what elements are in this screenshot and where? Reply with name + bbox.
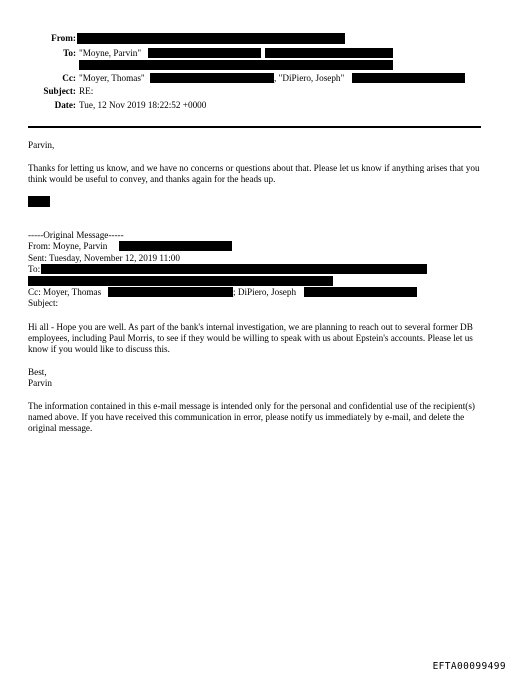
- redaction-bar: [28, 276, 333, 286]
- closing: Best,: [28, 367, 47, 377]
- redaction-bar: [150, 73, 274, 83]
- original-cc-1: Cc: Moyer, Thomas: [28, 287, 102, 297]
- redaction-bar: [108, 287, 233, 297]
- subject-label: Subject:: [43, 86, 76, 96]
- cc-value-1: "Moyer, Thomas": [79, 73, 145, 83]
- redaction-bar: [77, 33, 345, 44]
- original-cc-2: ; DiPiero, Joseph: [233, 287, 297, 297]
- original-separator: -----Original Message-----: [28, 230, 124, 240]
- reply-message: Thanks for letting us know, and we have no concerns or questions about that. Please let us know if anything arises that you think would be useful to convey, and thanks again for the heads up.: [28, 163, 480, 184]
- signature: Parvin: [28, 378, 52, 388]
- redaction-bar: [304, 287, 417, 297]
- redaction-bar: [28, 196, 50, 207]
- redaction-bar: [148, 48, 261, 58]
- document-id: EFTA00099499: [432, 661, 506, 672]
- greeting: Parvin,: [28, 140, 55, 150]
- original-subject: Subject:: [28, 298, 59, 308]
- subject-value: RE:: [79, 86, 94, 96]
- original-body: Hi all - Hope you are well. As part of the bank's internal investigation, we are planning to reach out to several former DB employees, including Paul Morris, to see if they would be willing to speak with us about Epstein's accounts. Please let us know if you would like to discuss this.: [28, 322, 473, 354]
- confidentiality-disclaimer: The information contained in this e-mail message is intended only for the personal and confidential use of the recipient(s) named above. If you have received this communication in error, please notify us immediately by e-mail, and delete the original message.: [28, 401, 475, 433]
- cc-value-2: , "DiPiero, Joseph": [274, 73, 345, 83]
- header-divider: [28, 126, 481, 128]
- date-value: Tue, 12 Nov 2019 18:22:52 +0000: [79, 100, 207, 110]
- date-label: Date:: [54, 100, 76, 110]
- redaction-bar: [41, 264, 427, 274]
- original-to: To:: [28, 264, 41, 274]
- original-sent: Sent: Tuesday, November 12, 2019 11:00: [28, 253, 180, 263]
- redaction-bar: [352, 73, 465, 83]
- original-from: From: Moyne, Parvin: [28, 241, 108, 251]
- redaction-bar: [79, 60, 393, 70]
- to-value: "Moyne, Parvin": [79, 48, 142, 58]
- redaction-bar: [119, 241, 232, 251]
- from-label: From:: [51, 33, 76, 43]
- cc-label: Cc:: [62, 73, 76, 83]
- redaction-bar: [265, 48, 393, 58]
- to-label: To:: [63, 48, 76, 58]
